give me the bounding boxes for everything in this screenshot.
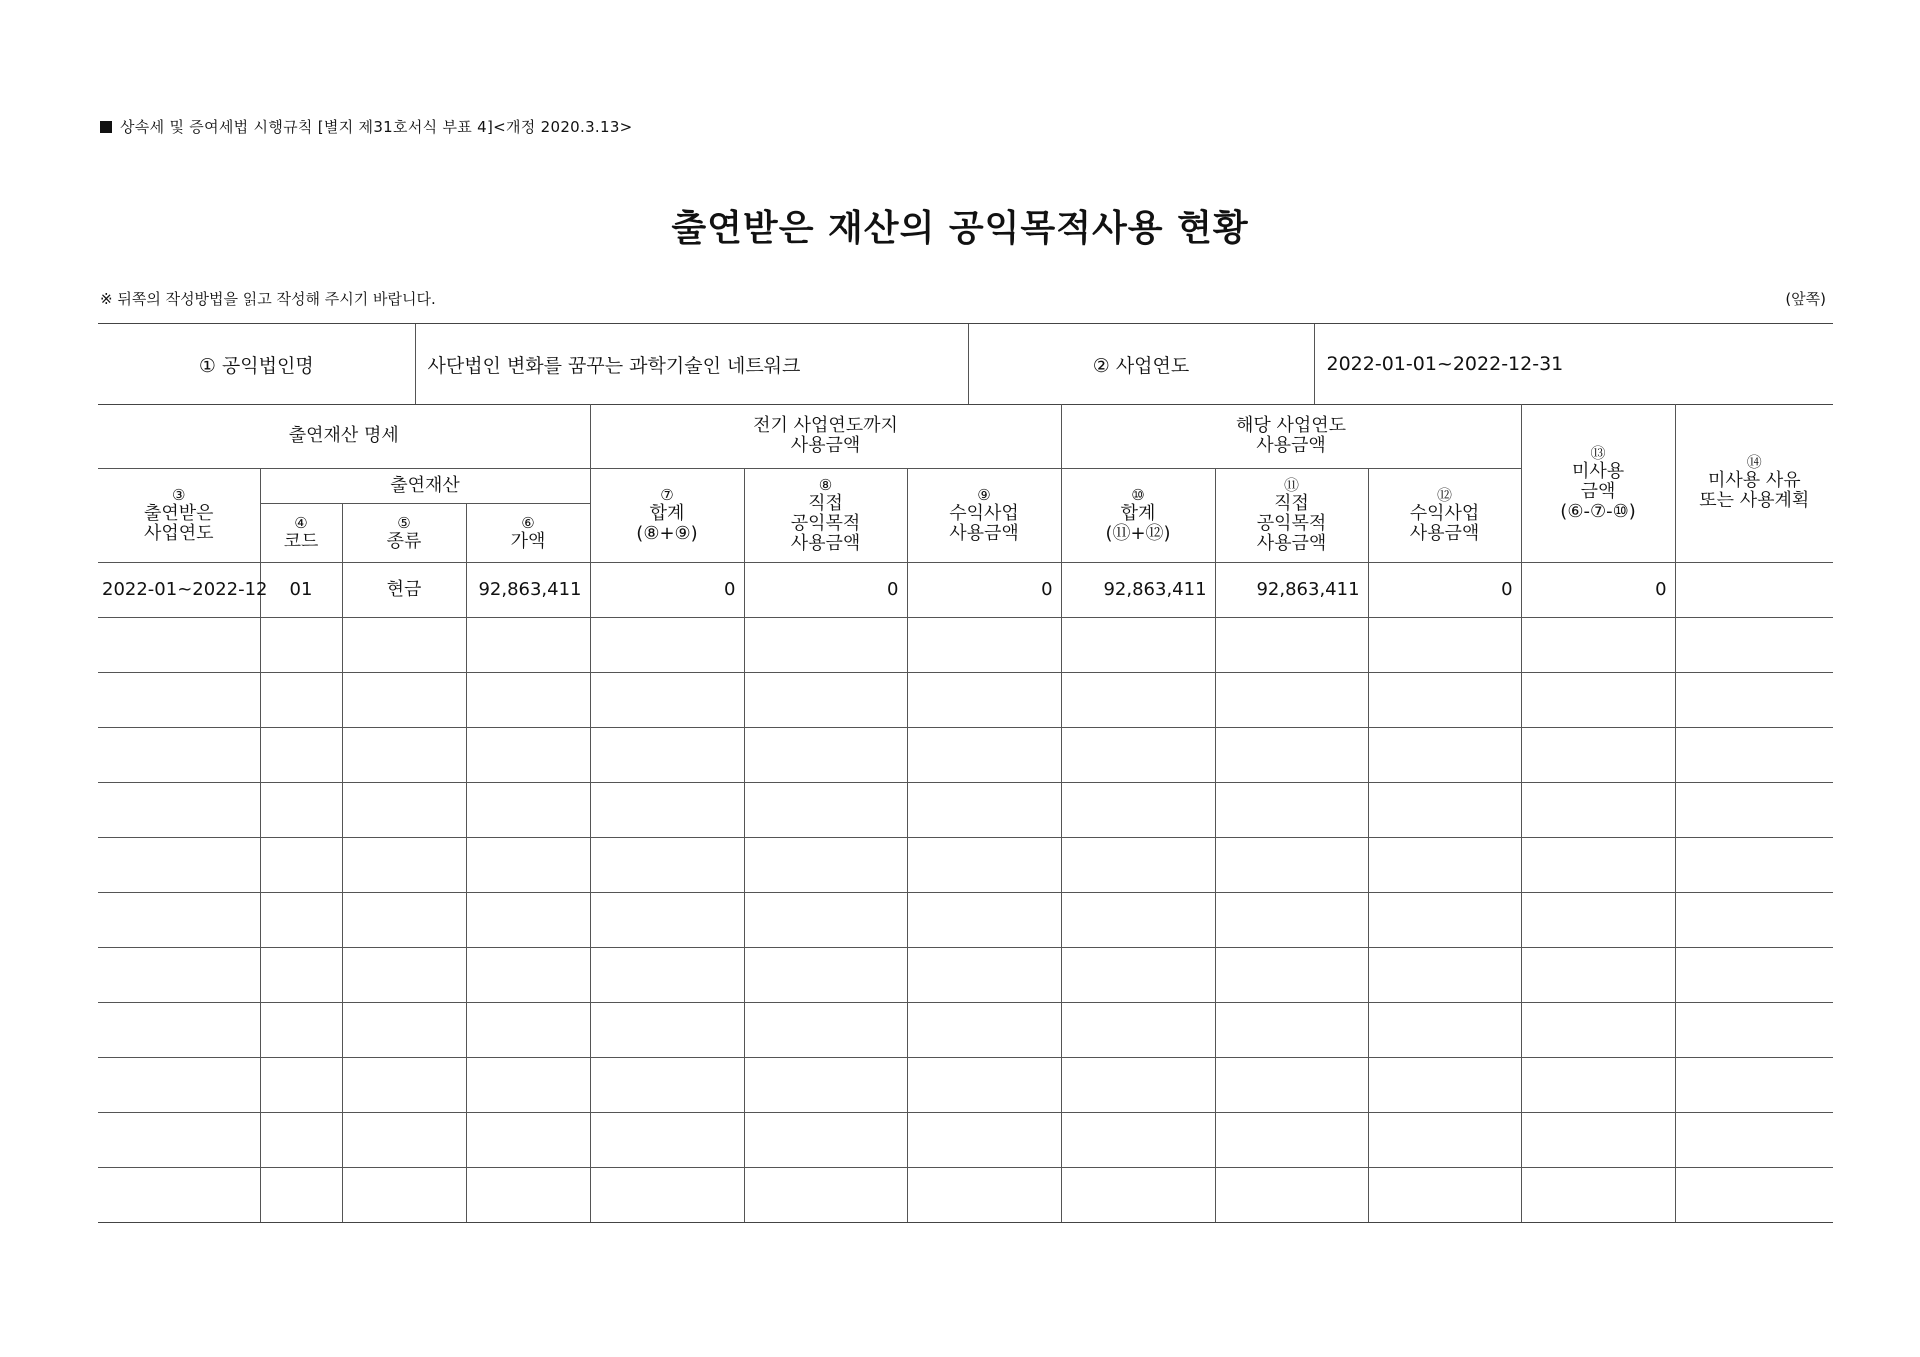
cell-type[interactable] xyxy=(342,948,466,1003)
cell-prev-direct[interactable] xyxy=(744,1058,907,1113)
cell-type[interactable] xyxy=(342,838,466,893)
cell-curr-profit[interactable] xyxy=(1368,728,1521,783)
col-unused-reason: ⑭ 미사용 사유 또는 사용계획 xyxy=(1675,404,1833,563)
cell-curr-profit[interactable] xyxy=(1368,783,1521,838)
cell-curr-profit[interactable] xyxy=(1368,673,1521,728)
cell-prev-total[interactable] xyxy=(590,893,744,948)
table-row xyxy=(98,563,1833,618)
cell-code[interactable] xyxy=(260,1058,342,1113)
table-row xyxy=(98,1058,1833,1113)
cell-type[interactable] xyxy=(342,893,466,948)
cell-prev-profit[interactable] xyxy=(907,1003,1061,1058)
cell-unused-amount[interactable] xyxy=(1521,948,1675,1003)
cell-curr-profit[interactable] xyxy=(1368,1003,1521,1058)
col-curr-direct: ⑪ 직접 공익목적 사용금액 xyxy=(1215,469,1368,563)
cell-unused-amount[interactable]: 0 xyxy=(1521,563,1675,618)
cell-unused-amount[interactable] xyxy=(1521,728,1675,783)
cell-curr-direct[interactable] xyxy=(1215,1003,1368,1058)
cell-unused-reason[interactable] xyxy=(1675,838,1833,893)
cell-unused-reason[interactable] xyxy=(1675,1058,1833,1113)
cell-code[interactable] xyxy=(260,783,342,838)
law-reference xyxy=(100,116,633,137)
cell-curr-profit[interactable] xyxy=(1368,893,1521,948)
cell-value[interactable] xyxy=(466,783,590,838)
col-curr-profit: ⑫ 수익사업 사용금액 xyxy=(1368,469,1521,563)
cell-curr-direct[interactable] xyxy=(1215,783,1368,838)
fiscal-year-value[interactable]: 2022-01-01~2022-12-31 xyxy=(1314,324,1833,405)
law-reference-text: 상속세 및 증여세법 시행규칙 [별지 제31호서식 부표 4]<개정 2020.3.13> xyxy=(120,118,633,136)
cell-curr-profit[interactable]: 0 xyxy=(1368,563,1521,618)
cell-curr-profit[interactable] xyxy=(1368,948,1521,1003)
cell-unused-reason[interactable] xyxy=(1675,948,1833,1003)
cell-value[interactable] xyxy=(466,838,590,893)
cell-code[interactable] xyxy=(260,1113,342,1168)
cell-prev-direct[interactable] xyxy=(744,783,907,838)
cell-code[interactable] xyxy=(260,1168,342,1223)
cell-unused-reason[interactable] xyxy=(1675,893,1833,948)
cell-code[interactable] xyxy=(260,893,342,948)
cell-type[interactable] xyxy=(342,673,466,728)
group-current-year-usage: 해당 사업연도 사용금액 xyxy=(1061,404,1521,469)
group-contributed-assets: 출연재산 명세 xyxy=(98,404,590,469)
cell-curr-direct[interactable] xyxy=(1215,1168,1368,1223)
cell-prev-direct[interactable]: 0 xyxy=(744,563,907,618)
table-row xyxy=(98,893,1833,948)
cell-curr-direct[interactable] xyxy=(1215,618,1368,673)
cell-value[interactable] xyxy=(466,728,590,783)
cell-type[interactable] xyxy=(342,1113,466,1168)
cell-received-year[interactable] xyxy=(98,893,260,948)
cell-received-year[interactable] xyxy=(98,618,260,673)
table-row xyxy=(98,728,1833,783)
col-prev-profit: ⑨ 수익사업 사용금액 xyxy=(907,469,1061,563)
square-bullet-icon xyxy=(100,121,112,133)
cell-unused-amount[interactable] xyxy=(1521,618,1675,673)
cell-unused-amount[interactable] xyxy=(1521,1113,1675,1168)
cell-prev-direct[interactable] xyxy=(744,618,907,673)
cell-unused-amount[interactable] xyxy=(1521,893,1675,948)
cell-prev-direct[interactable] xyxy=(744,893,907,948)
cell-value[interactable] xyxy=(466,1168,590,1223)
cell-received-year[interactable] xyxy=(98,1113,260,1168)
cell-prev-profit[interactable] xyxy=(907,893,1061,948)
contributed-assets-table xyxy=(98,404,1833,1223)
corporation-info-row xyxy=(98,324,1833,405)
cell-prev-direct[interactable] xyxy=(744,948,907,1003)
cell-code[interactable] xyxy=(260,673,342,728)
cell-unused-amount[interactable] xyxy=(1521,1003,1675,1058)
cell-curr-total[interactable]: 92,863,411 xyxy=(1061,563,1215,618)
cell-prev-total[interactable] xyxy=(590,618,744,673)
cell-curr-direct[interactable]: 92,863,411 xyxy=(1215,563,1368,618)
table-row xyxy=(98,948,1833,1003)
cell-prev-profit[interactable] xyxy=(907,1058,1061,1113)
cell-received-year[interactable] xyxy=(98,1168,260,1223)
cell-value[interactable] xyxy=(466,618,590,673)
cell-prev-total[interactable] xyxy=(590,948,744,1003)
cell-unused-reason[interactable] xyxy=(1675,673,1833,728)
cell-curr-total[interactable] xyxy=(1061,673,1215,728)
cell-curr-total[interactable] xyxy=(1061,1113,1215,1168)
cell-prev-total[interactable]: 0 xyxy=(590,563,744,618)
col-code: ④ 코드 xyxy=(260,504,342,563)
page-side-label: (앞쪽) xyxy=(1785,290,1826,308)
cell-curr-profit[interactable] xyxy=(1368,1113,1521,1168)
cell-unused-reason[interactable] xyxy=(1675,1113,1833,1168)
table-row xyxy=(98,1113,1833,1168)
cell-received-year[interactable] xyxy=(98,728,260,783)
cell-prev-total[interactable] xyxy=(590,1003,744,1058)
cell-received-year[interactable] xyxy=(98,783,260,838)
col-type: ⑤ 종류 xyxy=(342,504,466,563)
cell-curr-total[interactable] xyxy=(1061,838,1215,893)
cell-unused-reason[interactable] xyxy=(1675,728,1833,783)
cell-curr-direct[interactable] xyxy=(1215,1058,1368,1113)
cell-curr-total[interactable] xyxy=(1061,783,1215,838)
cell-curr-profit[interactable] xyxy=(1368,838,1521,893)
cell-unused-amount[interactable] xyxy=(1521,673,1675,728)
table-row xyxy=(98,783,1833,838)
cell-value[interactable] xyxy=(466,1003,590,1058)
cell-prev-direct[interactable] xyxy=(744,673,907,728)
table-body xyxy=(98,563,1833,1223)
col-prev-total: ⑦ 합계 (⑧+⑨) xyxy=(590,469,744,563)
cell-prev-direct[interactable] xyxy=(744,838,907,893)
cell-unused-amount[interactable] xyxy=(1521,838,1675,893)
cell-type[interactable]: 현금 xyxy=(342,563,466,618)
col-unused-amount: ⑬ 미사용 금액 (⑥-⑦-⑩) xyxy=(1521,404,1675,563)
table-row xyxy=(98,838,1833,893)
cell-unused-reason[interactable] xyxy=(1675,563,1833,618)
cell-prev-profit[interactable] xyxy=(907,618,1061,673)
cell-curr-total[interactable] xyxy=(1061,1168,1215,1223)
cell-prev-total[interactable] xyxy=(590,1113,744,1168)
cell-unused-amount[interactable] xyxy=(1521,1168,1675,1223)
cell-unused-amount[interactable] xyxy=(1521,783,1675,838)
cell-prev-profit[interactable] xyxy=(907,838,1061,893)
col-received-year: ③ 출연받은 사업연도 xyxy=(98,469,260,563)
fiscal-year-label: ② 사업연도 xyxy=(968,324,1314,405)
cell-curr-direct[interactable] xyxy=(1215,838,1368,893)
cell-value[interactable] xyxy=(466,1113,590,1168)
cell-code[interactable] xyxy=(260,948,342,1003)
col-value: ⑥ 가액 xyxy=(466,504,590,563)
cell-type[interactable] xyxy=(342,1168,466,1223)
cell-received-year[interactable] xyxy=(98,948,260,1003)
cell-prev-profit[interactable] xyxy=(907,673,1061,728)
cell-prev-direct[interactable] xyxy=(744,1168,907,1223)
cell-type[interactable] xyxy=(342,783,466,838)
cell-prev-direct[interactable] xyxy=(744,1003,907,1058)
cell-unused-amount[interactable] xyxy=(1521,1058,1675,1113)
group-prev-year-usage: 전기 사업연도까지 사용금액 xyxy=(590,404,1061,469)
cell-curr-direct[interactable] xyxy=(1215,728,1368,783)
header-row-1 xyxy=(98,404,1833,469)
cell-code[interactable] xyxy=(260,618,342,673)
cell-type[interactable] xyxy=(342,618,466,673)
cell-received-year[interactable] xyxy=(98,1058,260,1113)
cell-prev-total[interactable] xyxy=(590,1058,744,1113)
cell-type[interactable] xyxy=(342,1058,466,1113)
col-curr-total: ⑩ 합계 (⑪+⑫) xyxy=(1061,469,1215,563)
col-prev-direct: ⑧ 직접 공익목적 사용금액 xyxy=(744,469,907,563)
cell-curr-total[interactable] xyxy=(1061,1058,1215,1113)
cell-prev-profit[interactable] xyxy=(907,728,1061,783)
instruction-note: ※ 뒤쪽의 작성방법을 읽고 작성해 주시기 바랍니다. xyxy=(100,290,436,308)
cell-type[interactable] xyxy=(342,728,466,783)
cell-prev-direct[interactable] xyxy=(744,728,907,783)
cell-curr-direct[interactable] xyxy=(1215,673,1368,728)
cell-prev-profit[interactable]: 0 xyxy=(907,563,1061,618)
cell-curr-total[interactable] xyxy=(1061,1003,1215,1058)
cell-prev-total[interactable] xyxy=(590,838,744,893)
cell-prev-total[interactable] xyxy=(590,783,744,838)
cell-value[interactable] xyxy=(466,1058,590,1113)
cell-curr-profit[interactable] xyxy=(1368,1168,1521,1223)
table-row xyxy=(98,618,1833,673)
cell-curr-total[interactable] xyxy=(1061,948,1215,1003)
cell-prev-total[interactable] xyxy=(590,1168,744,1223)
cell-unused-reason[interactable] xyxy=(1675,1003,1833,1058)
cell-received-year[interactable] xyxy=(98,673,260,728)
cell-prev-profit[interactable] xyxy=(907,1113,1061,1168)
cell-curr-profit[interactable] xyxy=(1368,1058,1521,1113)
cell-value[interactable] xyxy=(466,673,590,728)
cell-curr-profit[interactable] xyxy=(1368,618,1521,673)
form-title: 출연받은 재산의 공익목적사용 현황 xyxy=(671,208,1249,249)
corp-name-label: ① 공익법인명 xyxy=(98,324,415,405)
cell-curr-direct[interactable] xyxy=(1215,893,1368,948)
cell-prev-profit[interactable] xyxy=(907,1168,1061,1223)
cell-code[interactable]: 01 xyxy=(260,563,342,618)
cell-prev-profit[interactable] xyxy=(907,948,1061,1003)
cell-prev-total[interactable] xyxy=(590,728,744,783)
cell-curr-total[interactable] xyxy=(1061,893,1215,948)
cell-value[interactable] xyxy=(466,893,590,948)
cell-unused-reason[interactable] xyxy=(1675,618,1833,673)
cell-curr-total[interactable] xyxy=(1061,618,1215,673)
cell-code[interactable] xyxy=(260,728,342,783)
cell-prev-total[interactable] xyxy=(590,673,744,728)
cell-curr-total[interactable] xyxy=(1061,728,1215,783)
table-row xyxy=(98,1003,1833,1058)
cell-received-year[interactable] xyxy=(98,1003,260,1058)
cell-code[interactable] xyxy=(260,1003,342,1058)
cell-unused-reason[interactable] xyxy=(1675,783,1833,838)
corp-name-value[interactable]: 사단법인 변화를 꿈꾸는 과학기술인 네트워크 xyxy=(415,324,968,405)
cell-unused-reason[interactable] xyxy=(1675,1168,1833,1223)
cell-curr-direct[interactable] xyxy=(1215,1113,1368,1168)
cell-received-year[interactable] xyxy=(98,838,260,893)
cell-code[interactable] xyxy=(260,838,342,893)
cell-curr-direct[interactable] xyxy=(1215,948,1368,1003)
cell-type[interactable] xyxy=(342,1003,466,1058)
cell-value[interactable]: 92,863,411 xyxy=(466,563,590,618)
cell-value[interactable] xyxy=(466,948,590,1003)
table-row xyxy=(98,673,1833,728)
cell-received-year[interactable]: 2022-01~2022-12 xyxy=(98,563,260,618)
cell-prev-direct[interactable] xyxy=(744,1113,907,1168)
group-asset-sub: 출연재산 xyxy=(260,469,590,504)
table-row xyxy=(98,1168,1833,1223)
cell-prev-profit[interactable] xyxy=(907,783,1061,838)
corporation-info-table xyxy=(98,323,1833,405)
